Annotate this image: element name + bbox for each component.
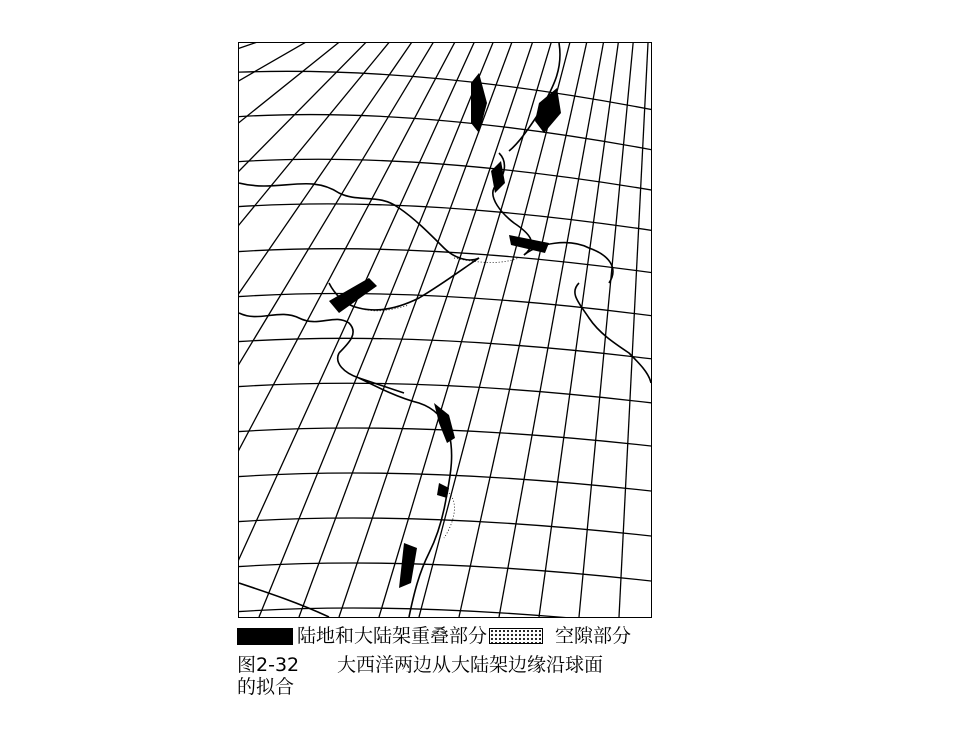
gap-legend-label: 空隙部分 xyxy=(555,625,632,647)
caption-title-part2: 的拟合 xyxy=(237,676,295,698)
map-svg xyxy=(239,43,651,617)
south-america-coast xyxy=(239,378,452,617)
map-legend xyxy=(237,624,631,648)
atlantic-fit-map xyxy=(238,42,652,618)
figure-number: 图2-32 xyxy=(237,654,300,676)
overlap-legend-label: 陆地和大陆架重叠部分 xyxy=(297,625,488,647)
caption-title-part1: 大西洋两边从大陆架边缘沿球面 xyxy=(337,654,604,676)
parallel-lines xyxy=(239,71,651,617)
figure-caption xyxy=(237,654,697,698)
meridian-lines xyxy=(239,43,651,617)
gap-swatch xyxy=(489,628,543,644)
overlap-swatch xyxy=(237,628,293,645)
overlap-regions xyxy=(329,73,561,588)
